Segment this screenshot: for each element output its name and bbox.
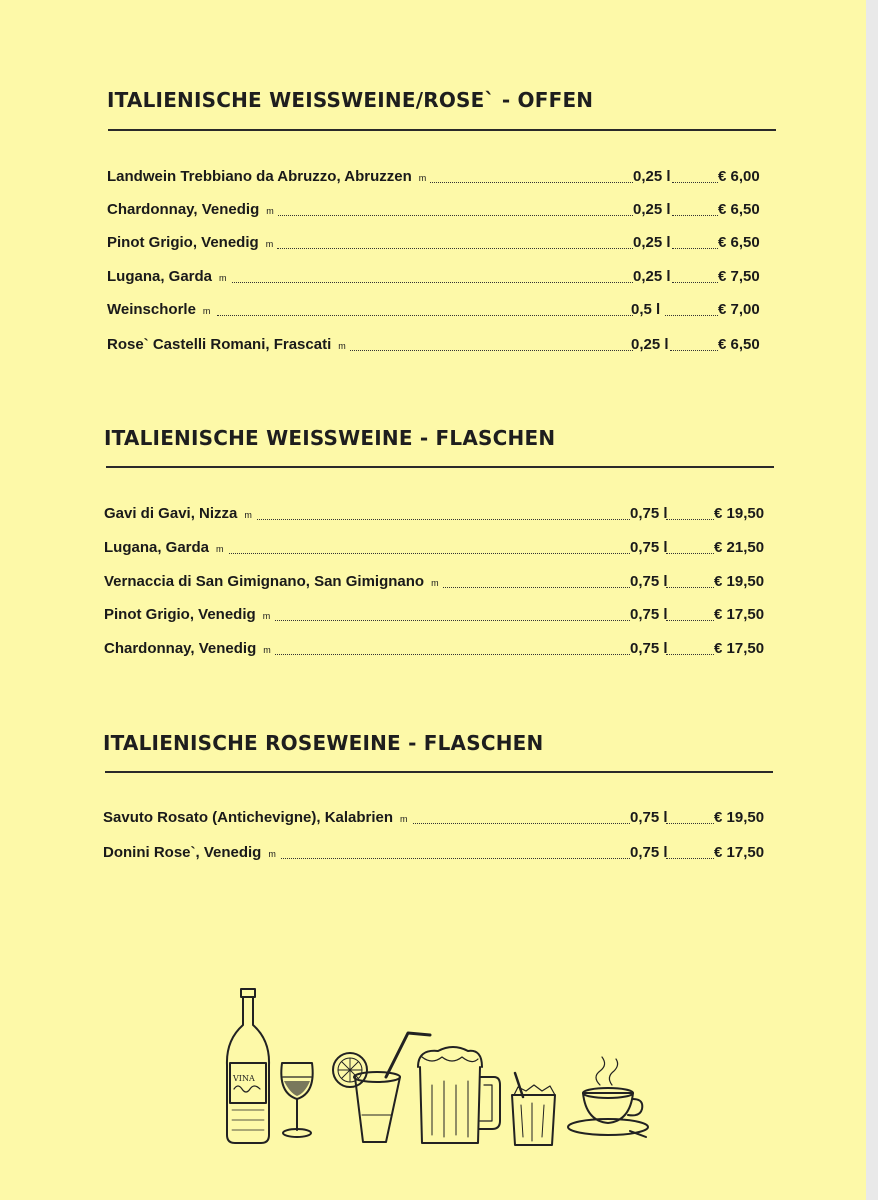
item-name (103, 809, 412, 826)
item-volume: 0,25 l (633, 201, 671, 218)
cocktail-glass-icon (333, 1033, 430, 1142)
item-price: € 19,50 (714, 505, 765, 522)
menu-item (107, 168, 765, 188)
item-price: € 19,50 (714, 573, 765, 590)
item-mark: m (265, 239, 274, 249)
item-price: € 6,50 (718, 336, 760, 353)
item-name-text: Pinot Grigio, Venedig (107, 234, 259, 251)
item-mark: m (266, 206, 274, 216)
section-divider (108, 129, 776, 131)
item-name (104, 640, 275, 657)
dot-leader (666, 519, 714, 520)
item-mark: m (219, 273, 227, 283)
item-name-text: Chardonnay, Venedig (107, 201, 260, 218)
item-price: € 7,50 (718, 268, 760, 285)
item-name (107, 301, 214, 318)
item-mark: m (431, 578, 439, 588)
menu-item (107, 201, 765, 221)
bottle-label-text: VINA (233, 1074, 255, 1083)
menu-item (104, 573, 764, 593)
item-volume: 0,75 l (630, 844, 668, 861)
item-price: € 17,50 (714, 640, 765, 657)
item-price: € 6,00 (718, 168, 760, 185)
item-volume: 0,75 l (630, 505, 668, 522)
item-mark: m (400, 814, 408, 824)
item-volume: 0,75 l (630, 606, 668, 623)
item-mark: m (262, 611, 271, 621)
item-name (104, 539, 228, 556)
dot-leader (272, 654, 630, 655)
item-name (104, 573, 443, 590)
dot-leader (665, 315, 718, 316)
item-volume: 0,75 l (630, 809, 668, 826)
item-mark: m (418, 173, 427, 183)
item-name-text: Lugana, Garda (104, 539, 210, 556)
item-volume: 0,75 l (630, 539, 668, 556)
item-volume: 0,75 l (630, 640, 668, 657)
item-price: € 21,50 (714, 539, 765, 556)
page-edge (866, 0, 878, 1200)
item-volume: 0,25 l (633, 234, 671, 251)
iced-drink-icon (512, 1073, 555, 1145)
item-name-text: Savuto Rosato (Antichevigne), Kalabrien (103, 809, 394, 826)
dot-leader (249, 519, 630, 520)
section-divider (105, 771, 773, 773)
section-title-roseweine-flaschen: ITALIENISCHE ROSEWEINE - FLASCHEN (103, 731, 544, 755)
item-name-text: Weinschorle (107, 301, 196, 318)
item-volume: 0,75 l (630, 573, 668, 590)
section-divider (106, 466, 774, 468)
item-mark: m (216, 544, 224, 554)
item-name (103, 844, 280, 861)
dot-leader (273, 858, 630, 859)
item-mark: m (202, 306, 211, 316)
wine-glass-icon (281, 1063, 312, 1137)
dot-leader (227, 282, 633, 283)
dot-leader (277, 248, 633, 249)
section-title-weissweine-flaschen: ITALIENISCHE WEISSWEINE - FLASCHEN (104, 426, 556, 450)
item-name (107, 336, 350, 353)
item-name (107, 234, 277, 251)
menu-item (103, 844, 763, 864)
coffee-cup-icon (568, 1057, 648, 1137)
dot-leader (277, 215, 633, 216)
item-name-text: Chardonnay, Venedig (104, 640, 257, 657)
dot-leader (666, 553, 714, 554)
item-name (104, 606, 274, 623)
item-price: € 6,50 (718, 201, 760, 218)
menu-item (107, 336, 765, 356)
dot-leader (666, 620, 714, 621)
item-price: € 7,00 (718, 301, 760, 318)
item-name (107, 268, 231, 285)
dot-leader (666, 654, 714, 655)
section-title-offen: ITALIENISCHE WEISSWEINE/ROSE` - OFFEN (107, 88, 594, 112)
item-name (104, 505, 256, 522)
item-mark: m (244, 510, 252, 520)
menu-item (104, 505, 764, 525)
dot-leader (672, 248, 718, 249)
dot-leader (224, 553, 630, 554)
item-name-text: Rose` Castelli Romani, Frascati (107, 336, 332, 353)
menu-item (103, 809, 763, 829)
dot-leader (672, 282, 718, 283)
item-name (107, 168, 430, 185)
item-name-text: Donini Rose`, Venedig (103, 844, 262, 861)
dot-leader (672, 182, 718, 183)
item-volume: 0,25 l (631, 336, 669, 353)
dot-leader (403, 823, 630, 824)
item-price: € 19,50 (714, 809, 765, 826)
item-name-text: Pinot Grigio, Venedig (104, 606, 256, 623)
item-price: € 17,50 (714, 844, 765, 861)
item-mark: m (338, 341, 346, 351)
menu-item (107, 301, 765, 321)
dot-leader (434, 587, 630, 588)
beer-mug-icon (418, 1047, 500, 1143)
item-name-text: Landwein Trebbiano da Abruzzo, Abruzzen (107, 168, 412, 185)
dot-leader (672, 215, 718, 216)
menu-item (107, 234, 765, 254)
dot-leader (407, 182, 633, 183)
item-name (107, 201, 278, 218)
menu-item (104, 606, 764, 626)
dot-leader (670, 350, 718, 351)
menu-item (104, 640, 764, 660)
item-volume: 0,25 l (633, 168, 671, 185)
dot-leader (272, 620, 630, 621)
item-volume: 0,25 l (633, 268, 671, 285)
dot-leader (666, 587, 714, 588)
dot-leader (666, 858, 714, 859)
wine-bottle-icon (227, 989, 269, 1143)
dot-leader (350, 350, 633, 351)
item-price: € 17,50 (714, 606, 765, 623)
item-mark: m (268, 849, 276, 859)
item-name-text: Gavi di Gavi, Nizza (104, 505, 238, 522)
menu-item (104, 539, 764, 559)
item-name-text: Lugana, Garda (107, 268, 213, 285)
item-mark: m (263, 645, 271, 655)
menu-item (107, 268, 765, 288)
item-name-text: Vernaccia di San Gimignano, San Gimignano (104, 573, 425, 590)
item-price: € 6,50 (718, 234, 760, 251)
item-volume: 0,5 l (631, 301, 661, 318)
dot-leader (217, 315, 633, 316)
drinks-illustration (220, 985, 650, 1155)
dot-leader (666, 823, 714, 824)
